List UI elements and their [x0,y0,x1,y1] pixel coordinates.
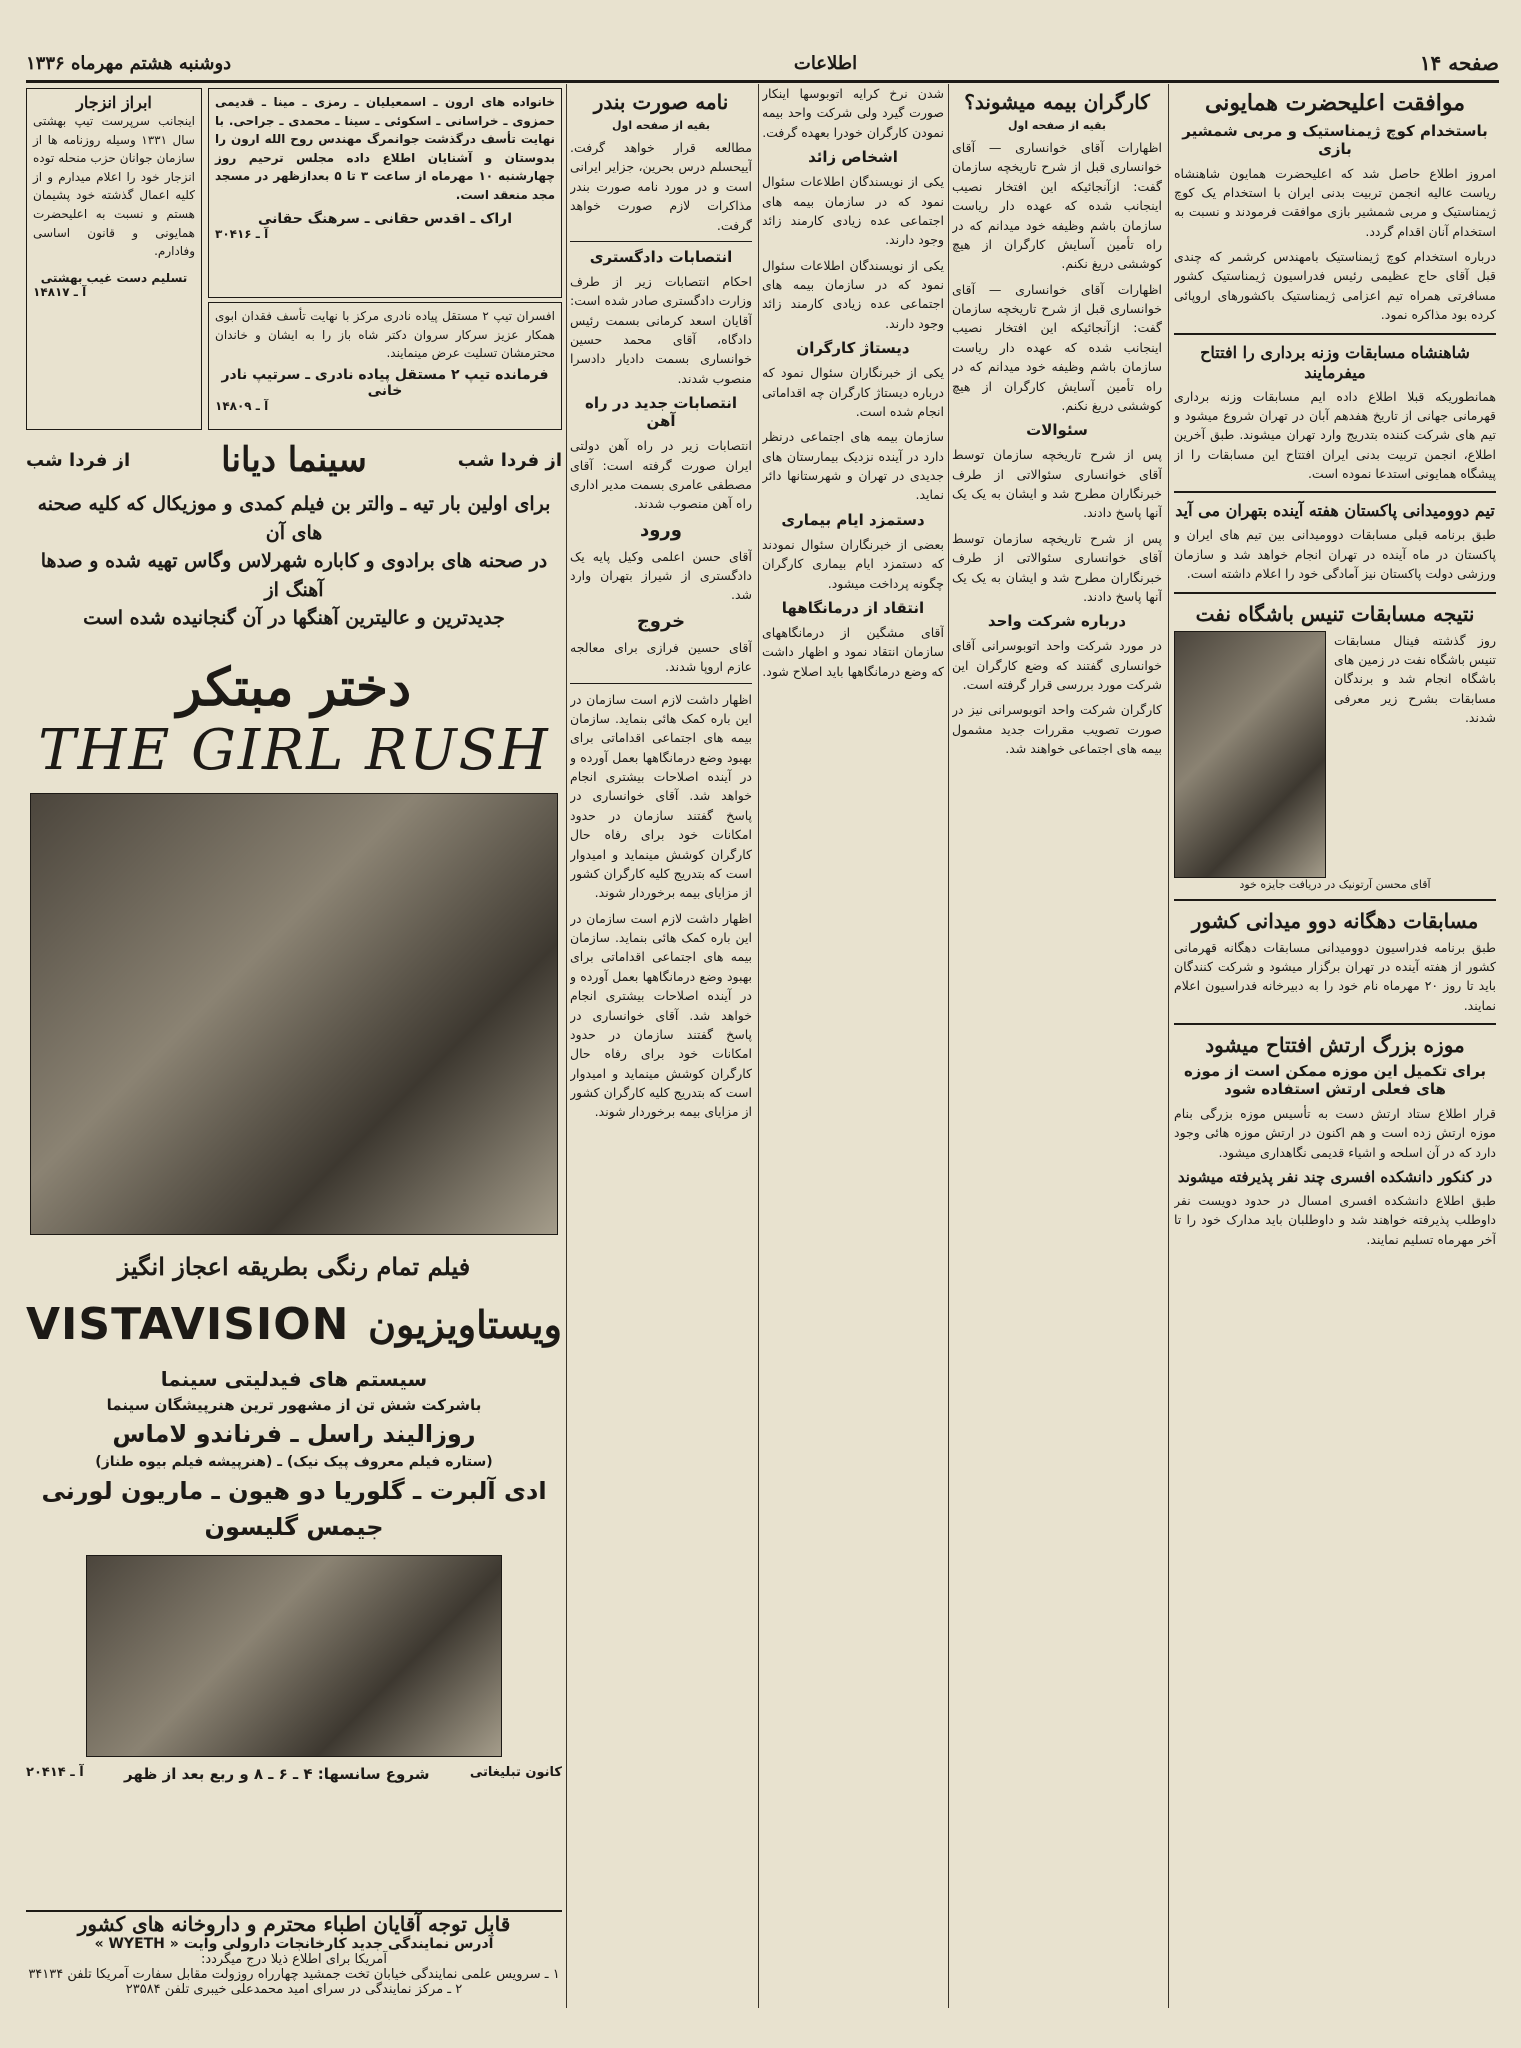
notice-code: آ ـ ۱۴۸۰۹ [215,398,269,413]
article-text: یکی از خبرنگاران سئوال نمود که درباره دیستاژ کارگران چه اقداماتی انجام شده است. [762,365,944,419]
article-text: انتصابات زیر در راه آهن دولتی ایران صورت گرفته است: آقای مصطفی عامری بسمت مدیر اداری راه آهن منصوب شدند. [570,438,752,512]
from-tomorrow-label: از فردا شب [457,449,562,471]
section-subhead: اشخاص زائد [808,148,898,167]
masthead [26,46,1499,83]
article-text: درباره استخدام کوچ ژیمناستیک بامهندس کرشمر که چندی قبل آقای حاج عظیمی رئیس فدراسیون ژیمناستیک کشور مسافرتی همراه تیم اعزامی ژیمناستیک باکشورهای اروپائی کرده بود مذاکره نمود. [1174,249,1496,323]
article-text: قرار اطلاع ستاد ارتش دست به تأسیس موزه بزرگی بنام موزه ارتش زده است و هم اکنون در ارتش موزه هائی وجود دارد که در آن اسلحه و اشیاء قدیمی نگاهداری میشود. [1174,1106,1496,1160]
article-text: آقای حسن اعلمی وکیل پایه یک دادگستری از شیراز بتهران وارد شد. [570,548,752,603]
article-text: همانطوریکه قبلا اطلاع داده ایم مسابقات وزنه برداری قهرمانی جهانی از تاریخ هفدهم آبان در تهران شروع میشود و تیم های شرکت کننده بتدریج وارد تهران میشوند. طبق آخرین اطلاع، انجمن تربیت بدنی ایران افتتاح این مسابقات را از پیشگاه همایونی استدعا نموده است. [1174,388,1496,481]
sound-system: سیستم های فیدلیتی سینما [160,1366,428,1391]
movie-title-english: THE GIRL RUSH [38,717,550,783]
article-text: احکام انتصابات زیر از طرف وزارت دادگستری صادر شده است: آقایان اسعد کرمانی بسمت رئیس دادگاه، آقای محمد حسین خوانساری بسمت دادیار دادسرا منصوب شدند. [570,273,752,386]
section-subhead: دیستاژ کارگران [796,339,910,358]
newspaper-name: اطلاعات [793,52,858,74]
article-text: یکی از نویسندگان اطلاعات سئوال نمود که در سازمان بیمه های اجتماعی عده زیادی کارمند زائد وجود دارند. [762,174,944,248]
headline-royal-approval: موافقت اعلیحضرت همایونی [1204,90,1466,116]
photo-caption: آقای محسن آرتونیک در دریافت جایزه خود [1239,877,1431,891]
article-text: سازمان بیمه های اجتماعی درنظر دارد در آینده نزدیک بیمارستان های جدیدی در تهران و شهرستانها دائر نماید. [762,429,944,503]
notice-code: آ ـ ۱۴۸۱۷ [33,284,87,299]
headline-weightlifting: شاهنشاه مسابقات وزنه برداری را افتتاح میفرمایند [1200,342,1470,382]
article-text: طبق برنامه فدراسیون دوومیدانی مسابقات دهگانه قهرمانی کشور از هفته آینده در تهران برگزار میشود و شرکت کنندگان باید تا روز ۲۰ مهرماه نام خود را به دبیرخانه فدراسیون اعلام نمایند. [1174,939,1496,1013]
section-subhead: درباره شرکت واحد [987,612,1127,631]
notice-title: ابراز انزجار [76,93,152,112]
from-tomorrow-label: از فردا شب [26,449,131,471]
notice-signature: فرمانده تیپ ۲ مستقل پیاده نادری ـ سرتیپ نادر خانی [221,366,549,399]
notice-text: اینجانب سرپرست تیپ بهشتی سال ۱۳۳۱ وسیله روزنامه ها از سازمان جوانان حزب منحله توده انزجار خود را اعلام میدارم و از کلیه اعمال گذشته خود پشیمان هستم و نسبت به اعلیحضرت همایونی و قانون اساسی وفادارم. [33,114,195,259]
ad-description: در صحنه های برادوی و کاباره شهرلاس وگاس تهیه شده و صدها آهنگ از [40,550,548,601]
notice-text: افسران تیپ ۲ مستقل پیاده نادری مرکز با نهایت تأسف فقدان ابوی همکار عزیز سرکار سروان دکتر شاه باز را به ایشان و خاندان محترمشان تسلیت عرض مینمایند. [215,309,555,361]
subheadline: برای تکمیل این موزه ممکن است از موزه های فعلی ارتش استفاده شود [1183,1062,1487,1098]
cast-photo [86,1555,502,1757]
article-text: آقای حسین فرازی برای معالجه عازم اروپا شدند. [570,639,752,675]
article-text: در مورد شرکت واحد اتوبوسرانی آقای خوانساری گفتند که وضع کارگران این شرکت مورد بررسی قرار گرفته است. [952,638,1162,692]
cinema-advertisement [26,440,562,1905]
headline-tennis: نتیجه مسابقات تنیس باشگاه نفت [1195,601,1475,626]
column-left-mid [570,84,752,2012]
vistavision-persian: ویستاویزیون [368,1301,562,1347]
notice-condolence-brigade [208,302,562,430]
pharma-ad-line: آدرس نمایندگی جدید کارخانجات دارولی وایت « WYETH » [94,1936,494,1952]
page-number: صفحه ۱۴ [1419,51,1499,75]
notice-signature: اراک ـ اقدس حقانی ـ سرهنگ حقانی [257,210,513,227]
notice-disavowal [26,88,202,430]
article-text: روز گذشته فینال مسابقات تنیس باشگاه نفت در زمین های باشگاه انجام شد و برندگان مسابقات بشرح زیر معرفی شدند. [1334,632,1496,725]
pharma-ad-line: ۱ ـ سرویس علمی نمایندگی خیابان تخت جمشید چهارراه روزولت مقابل سفارت آمریکا تلفن ۳۴۱۳۴ [28,1967,560,1982]
pharma-advertisement [26,1910,562,2020]
section-subhead: ورود [640,519,682,541]
article-text: آقای مشگین از درمانگاههای سازمان انتقاد نمود و اظهار داشت که وضع درمانگاهها باید اصلاح شود. [762,624,944,679]
cast-line: جیمس گلیسون [204,1513,384,1541]
ad-code: آ ـ ۲۰۴۱۴ [26,1765,84,1780]
cast-note: (ستاره فیلم معروف پیک نیک) ـ (هنرپیشه فیلم بیوه طناز) [95,1454,493,1470]
headline-decathlon: مسابقات دهگانه دوو میدانی کشور [1191,908,1479,933]
ad-description: برای اولین بار تیه ـ والتر بن فیلم کمدی و موزیکال که کلیه صحنه های آن [37,493,551,544]
notice-code: آ ـ ۳۰۴۱۶ [215,226,269,241]
ad-tagline: فیلم تمام رنگی بطریقه اعجاز انگیز [117,1251,471,1281]
article-text: پس از شرح تاریخچه سازمان توسط آقای خوانساری سئوالاتی از طرف خبرنگاران مطرح شد و ایشان به یک یک آنها پاسخ دادند. [952,530,1162,604]
section-subhead: سئوالات [1026,421,1088,440]
article-text: اظهارات آقای خوانساری — آقای خوانساری قبل از شرح تاریخچه سازمان گفت: ازآنجائیکه این افتخار نصیب اینجانب شده که عهده دار ریاست سازمان باشم وظیفه خود میدانم که در راه تأمین آسایش کارگران از هیچ کوششی دریغ نکنم. [952,281,1162,413]
notice-text: خانواده های ارون ـ اسمعیلیان ـ رمزی ـ مینا ـ قدیمی حمزوی ـ خراسانی ـ اسکوئی ـ سینا ـ محمدی ـ جراحی. با نهایت تأسف درگذشت جوانمرگ مهندس روح الله ارون را بدوستان و آشنایان اطلاع داده مجلس ترحیم روز چهارشنبه ۱۰ مهرماه از ساعت ۳ تا ۵ بعدازظهر در مسجد مجد منعقد است. [215,95,556,202]
column-right [1174,84,1496,2012]
section-subhead: دستمزد ایام بیماری [781,510,925,529]
notice-condolence-family [208,88,562,298]
column-middle [762,84,944,2012]
article-text: شدن نرخ کرایه اتوبوسها اینکار صورت گیرد ولی شرکت واحد بیمه نمودن کارگران خودرا بعهده گرفت. [762,86,944,140]
pharma-ad-line: آمریکا برای اطلاع ذیلا درج میگردد: [200,1952,388,1967]
section-subhead: خروج [636,610,686,632]
article-text: اظهارات آقای خوانساری — آقای خوانساری قبل از شرح تاریخچه سازمان گفت: ازآنجائیکه این افتخار نصیب اینجانب شده که عهده دار ریاست سازمان باشم وظیفه خود میدانم که در راه تأمین آسایش کارگران از هیچ کوششی دریغ نکنم. [952,140,1162,272]
article-text: طبق برنامه قبلی مسابقات دوومیدانی بین تیم های ایران و پاکستان در ماه آینده در تهران انجام خواهد شد و سازمان ورزشی دولت پاکستان نیز آمادگی خود را اعلام داشته است. [1174,527,1496,582]
headline-officer-school: در کنکور دانشکده افسری چند نفر پذیرفته میشوند [1177,1168,1493,1187]
headline-bandar-letter: نامه صورت بندر [593,90,729,114]
pharma-ad-title: قابل توجه آقایان اطباء محترم و داروخانه های کشور [77,1912,511,1936]
pharma-ad-line: ۲ ـ مرکز نمایندگی در سرای امید محمدعلی خیبری تلفن ۲۳۵۸۴ [125,1982,463,1997]
cast-intro: باشرکت شش تن از مشهور ترین هنرپیشگان سینما [106,1395,482,1414]
article-text: پس از شرح تاریخچه سازمان توسط آقای خوانساری سئوالاتی از طرف خبرنگاران مطرح شد و ایشان به یک یک آنها پاسخ دادند. [952,447,1162,521]
article-text: کارگران شرکت واحد اتوبوسرانی نیز در صورت تصویب مقررات جدید مشمول بیمه های اجتماعی خواهند شد. [952,702,1162,757]
article-text: اظهار داشت لازم است سازمان در این باره کمک هائی بنماید. سازمان بیمه های اجتماعی اقداماتی برای بهبود وضع درمانگاهها بعمل آورده و در آینده اصلاحات بیشتری انجام خواهد شد. آقای خوانساری در پاسخ گفتند سازمان در حدود امکانات خود برای رفاه حال کارگران کوشش مینماید و امیدوار است که بتدریج کلیه کارگران کشور از مزایای بیمه برخوردار شوند. [570,691,752,901]
article-text: بعضی از خبرنگاران سئوال نمودند که دستمزد ایام بیماری کارگران چگونه پرداخت میشود. [762,536,944,591]
agency-label: کانون تبلیغاتی [469,1765,562,1780]
movie-title-persian: دختر مبتکر [176,656,412,718]
notice-signature: تسلیم دست غیب بهشتی [40,270,188,285]
continued-label: بقیه از صفحه اول [611,119,711,132]
showtimes: شروع سانسها: ۴ ـ ۶ ـ ۸ و ربع بعد از ظهر [124,1765,430,1783]
subheadline: باستخدام کوچ ژیمناستیک و مربی شمشیر بازی [1182,121,1488,158]
column-mid-right [952,84,1162,2012]
article-text: مطالعه قرار خواهد گرفت. آییحسلم درس بحرین، جزایر ایرانی است و در مورد نامه صورت بندر مذاکرات لازم صورت خواهد گرفت. [570,140,752,233]
section-subhead: انتقاد از درمانگاهها [781,598,925,617]
cast-line: ادی آلبرت ـ گلوریا دو هیون ـ ماریون لورنی [41,1477,547,1505]
vistavision-english: VISTAVISION [26,1298,350,1350]
cinema-name: سینما دیانا [221,440,367,480]
article-text: یکی از نویسندگان اطلاعات سئوال نمود که در سازمان بیمه های اجتماعی عده زیادی کارمند زائد وجود دارند. [762,257,944,331]
section-subhead: انتصابات دادگستری [589,247,733,266]
headline-workers-insurance: کارگران بیمه میشوند؟ [964,90,1150,114]
section-subhead: انتصابات جدید در راه آهن [584,394,738,431]
headline-pakistan-team: تیم دوومیدانی پاکستان هفته آینده بتهران می آید [1175,501,1495,521]
article-text: طبق اطلاع دانشکده افسری امسال در حدود دویست نفر داوطلب پذیرفته خواهند شد و داوطلبان باید مدارک خود را تا آخر مهرماه تسلیم نمایند. [1174,1192,1496,1247]
ad-description: جدیدترین و عالیترین آهنگها در آن گنجانیده شده است [83,607,505,629]
cast-line: روزالیند راسل ـ فرناندو لاماس [112,1420,476,1448]
issue-date: دوشنبه هشتم مهرماه ۱۳۳۶ [26,52,232,74]
article-text: امروز اطلاع حاصل شد که اعلیحضرت همایون شاهنشاه ریاست عالیه انجمن تربیت بدنی ایران با استخدام یک کوچ ژیمناستیک و مربی شمشیر بازی موافقت فرمودند و نسبت به استخدام آنان اقدام گردد. [1174,165,1496,239]
tennis-photo [1174,631,1326,878]
continued-label: بقیه از صفحه اول [1007,119,1107,132]
headline-army-museum: موزه بزرگ ارتش افتتاح میشود [1205,1033,1465,1057]
movie-poster-illustration [30,793,558,1235]
vistavision-logo [26,1299,562,1350]
article-text: اظهار داشت لازم است سازمان در این باره کمک هائی بنماید. سازمان بیمه های اجتماعی اقداماتی برای بهبود وضع درمانگاهها بعمل آورده و در آینده اصلاحات بیشتری انجام خواهد شد. آقای خوانساری در پاسخ گفتند سازمان در حدود امکانات خود برای رفاه حال کارگران کوشش مینماید و امیدوار است که بتدریج کلیه کارگران کشور از مزایای بیمه برخوردار شوند. [570,910,752,1120]
